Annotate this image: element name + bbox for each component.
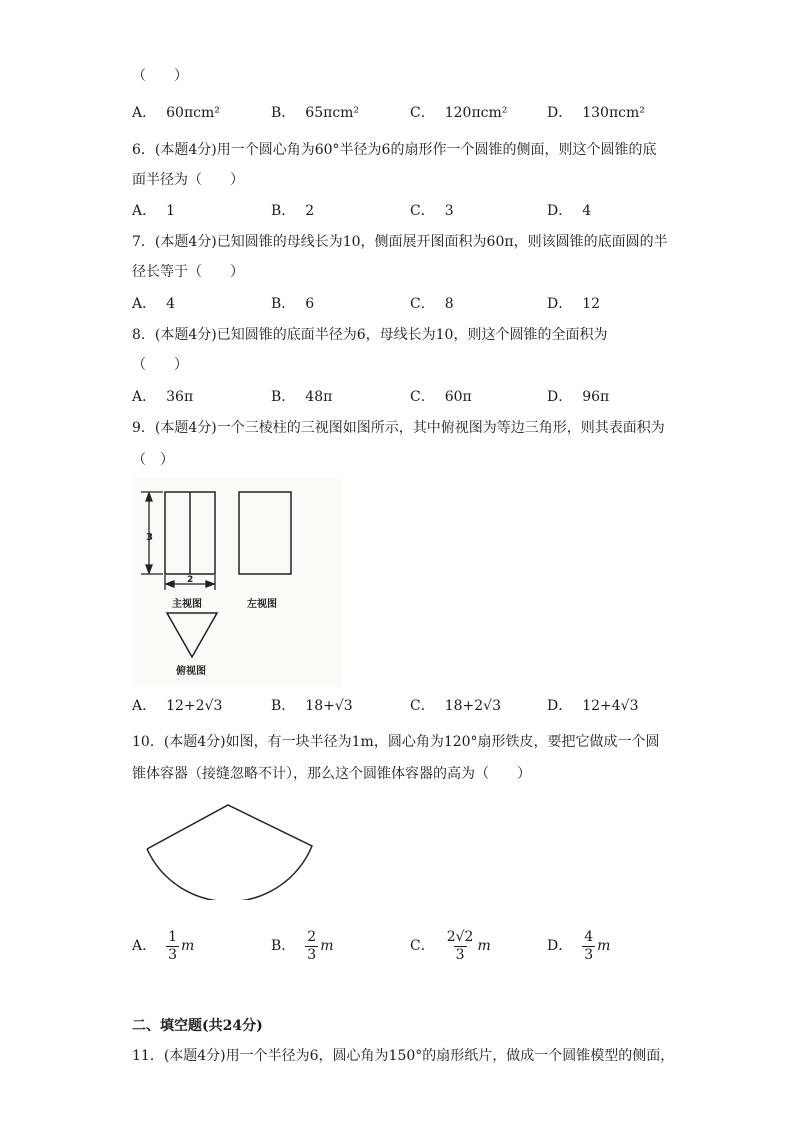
width-label: 2 [187, 575, 194, 585]
q10-stem-line1: 10．(本题4分)如图，有一块半径为1m，圆心角为120°扇形铁皮，要把它做成一个圆 [132, 734, 660, 750]
q6-option-a[interactable]: A． 1 [132, 203, 176, 219]
sector-shape [147, 805, 312, 900]
q5-option-a[interactable]: A． 60πcm² [132, 105, 220, 121]
left-view-label: 左视图 [247, 599, 277, 610]
q8-options [132, 386, 692, 408]
section-heading: 二、填空题(共24分) [132, 1018, 263, 1034]
q7-stem-line1: 7．(本题4分)已知圆锥的母线长为10，侧面展开图面积为60π，则该圆锥的底面圆的半 [132, 234, 668, 250]
q6-stem-line2: 面半径为（ ） [132, 172, 244, 188]
q7-option-b[interactable]: B． 6 [271, 296, 315, 312]
q9-option-b[interactable]: B． 18+√3 [271, 698, 353, 714]
fraction: $\frac{4}{3}$ [584, 928, 594, 963]
q8-option-b[interactable]: B． 48π [271, 389, 333, 405]
three-view-figure [132, 478, 342, 686]
q6-option-d[interactable]: D． 4 [547, 203, 592, 219]
fraction: $\frac{2}{3}$ [307, 928, 317, 963]
q9-option-d[interactable]: D． 12+4√3 [547, 698, 639, 714]
q7-option-a[interactable]: A． 4 [132, 296, 176, 312]
q6-option-b[interactable]: B． 2 [271, 203, 315, 219]
q10-option-a[interactable]: A． $\frac{1}{3}$ m [132, 928, 195, 963]
top-view-label: 俯视图 [176, 666, 206, 677]
q5-option-c[interactable]: C． 120πcm² [410, 105, 508, 121]
fraction: $\frac{1}{3}$ [168, 928, 178, 963]
q8-option-d[interactable]: D． 96π [547, 389, 610, 405]
q9-option-c[interactable]: C． 18+2√3 [410, 698, 501, 714]
q7-option-d[interactable]: D． 12 [547, 296, 601, 312]
q9-stem-line2: （ ） [132, 452, 174, 468]
q7-option-c[interactable]: C． 8 [410, 296, 454, 312]
q8-option-a[interactable]: A． 36π [132, 389, 194, 405]
figure-background [132, 478, 342, 686]
q9-option-a[interactable]: A． 12+2√3 [132, 698, 223, 714]
q5-option-b[interactable]: B． 65πcm² [271, 105, 360, 121]
front-view-label: 主视图 [172, 599, 202, 610]
q7-stem-line2: 径长等于（ ） [132, 264, 244, 280]
q9-stem-line1: 9．(本题4分)一个三棱柱的三视图如图所示，其中俯视图为等边三角形，则其表面积为 [132, 420, 665, 436]
q5-option-d[interactable]: D． 130πcm² [547, 105, 645, 121]
fraction: $\frac{2√2}{3}$ [446, 928, 474, 963]
height-label: 3 [146, 532, 153, 543]
q7-options [132, 293, 692, 315]
q10-options [132, 926, 692, 966]
q9-options [132, 695, 692, 717]
q10-option-b[interactable]: B． $\frac{2}{3}$ m [271, 928, 334, 963]
q6-options [132, 200, 692, 222]
q5-options [132, 102, 692, 124]
q8-stem-line1: 8．(本题4分)已知圆锥的底面半径为6，母线长为10，则这个圆锥的全面积为 [132, 327, 608, 343]
q10-stem-line2: 锥体容器（接缝忽略不计），那么这个圆锥体容器的高为（ ） [132, 766, 531, 782]
q8-stem-line2: （ ） [132, 357, 188, 373]
q11-stem-line1: 11．(本题4分)用一个半径为6，圆心角为150°的扇形纸片，做成一个圆锥模型的侧面， [132, 1048, 675, 1064]
sector-figure [140, 796, 320, 900]
q5-answer-blank: （ ） [132, 68, 188, 84]
q6-option-c[interactable]: C． 3 [410, 203, 454, 219]
q10-option-c[interactable]: C． $\frac{2√2}{3}$ m [410, 928, 491, 963]
q8-option-c[interactable]: C． 60π [410, 389, 472, 405]
q6-stem-line1: 6．(本题4分)用一个圆心角为60°半径为6的扇形作一个圆锥的侧面，则这个圆锥的底 [132, 142, 657, 158]
q10-option-d[interactable]: D． $\frac{4}{3}$ m [547, 928, 611, 963]
